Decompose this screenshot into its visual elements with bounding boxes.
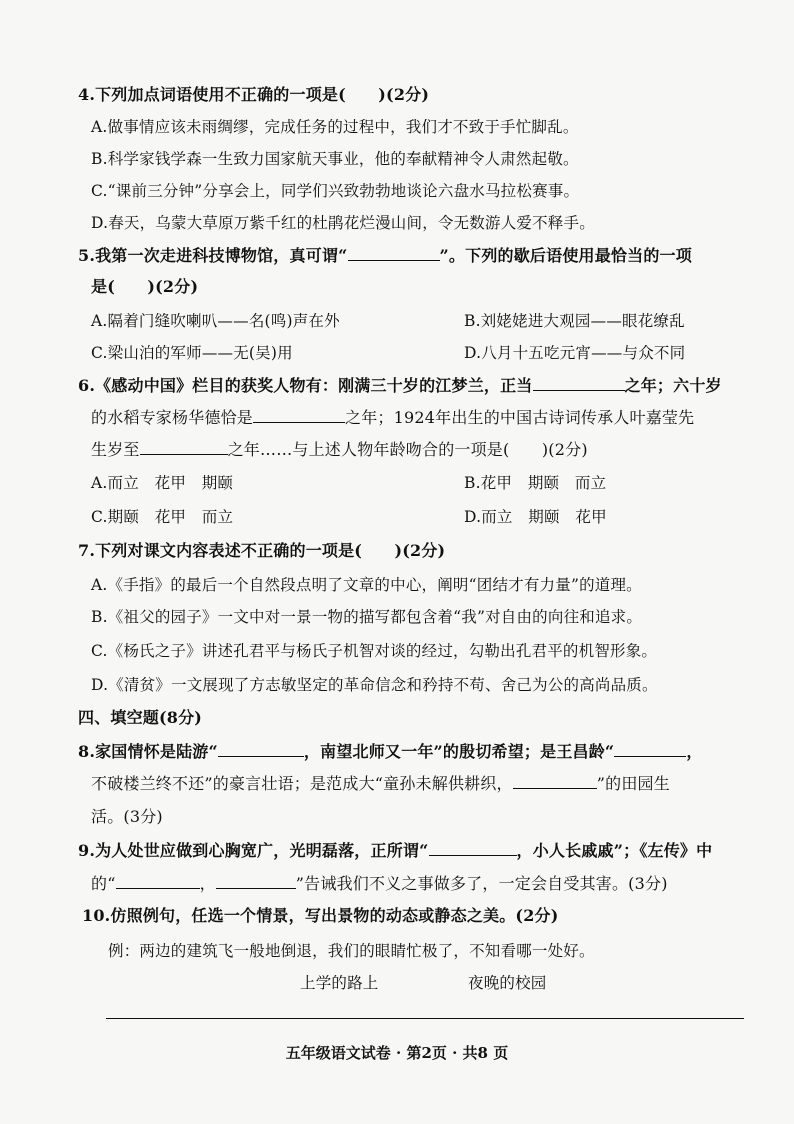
q9-text: 9.为人处世应做到心胸宽广，光明磊落，正所谓“ — [78, 841, 429, 860]
q5-stem-part1: 5.我第一次走进科技博物馆，真可谓“ — [78, 246, 348, 265]
q7-stem: 7.下列对课文内容表述不正确的一项是( )(2分) — [78, 541, 446, 560]
q6-text: 之年；六十岁 — [624, 376, 722, 395]
q6-text: 之年；1924年出生的中国古诗词传承人叶嘉莹先 — [345, 408, 695, 427]
answer-blank[interactable] — [116, 872, 200, 889]
answer-blank[interactable] — [253, 406, 345, 423]
q6-option-b: B.花甲 期颐 而立 — [464, 474, 607, 492]
q10-example: 例：两边的建筑飞一般地倒退，我们的眼睛忙极了，不知看哪一处好。 — [108, 942, 595, 960]
q7-option-c: C.《杨氏之子》讲述孔君平与杨氏子机智对谈的经过，勾勒出孔君平的机智形象。 — [91, 642, 658, 660]
q6-stem-line3 — [91, 438, 588, 461]
q6-option-c: C.期颐 花甲 而立 — [91, 508, 234, 526]
q5-stem-part2: ”。下列的歇后语使用最恰当的一项 — [439, 246, 692, 265]
answer-blank[interactable] — [348, 244, 440, 261]
q9-text: ，小人长戚戚”；《左传》中 — [516, 841, 713, 860]
q5-option-b: B.刘姥姥进大观园——眼花缭乱 — [464, 312, 685, 330]
q8-text: 8.家国情怀是陆游“ — [78, 742, 218, 761]
q4-option-b: B.科学家钱学森一生致力国家航天事业，他的奉献精神令人肃然起敬。 — [91, 150, 579, 168]
q10-stem: 10.仿照例句，任选一个情景，写出景物的动态或静态之美。(2分) — [82, 906, 559, 925]
q6-text: 之年……与上述人物年龄吻合的一项是( )(2分) — [227, 440, 588, 459]
q5-stem-line1 — [78, 244, 692, 267]
q7-option-d: D.《清贫》一文展现了方志敏坚定的革命信念和矜持不苟、舍己为公的高尚品质。 — [91, 676, 658, 694]
q8-line2 — [91, 772, 670, 795]
q8-text: ”的田园生 — [596, 774, 670, 793]
q4-option-d: D.春天，乌蒙大草原万紫千红的杜鹃花烂漫山间，令无数游人爱不释手。 — [91, 214, 595, 232]
q6-text: 的水稻专家杨华德恰是 — [91, 408, 254, 427]
answer-blank[interactable] — [429, 839, 517, 856]
q6-stem-line2 — [91, 406, 694, 429]
q6-text: 6.《感动中国》栏目的获奖人物有：刚满三十岁的江梦兰，正当 — [78, 376, 533, 395]
q6-text: 生岁至 — [91, 440, 140, 459]
q5-option-c: C.梁山泊的军师——无(吴)用 — [91, 344, 293, 362]
q4-option-a: A.做事情应该未雨绸缪，完成任务的过程中，我们才不致于手忙脚乱。 — [91, 118, 579, 136]
answer-blank[interactable] — [218, 740, 304, 757]
q10-scene-2: 夜晚的校园 — [468, 974, 547, 992]
answer-blank[interactable] — [533, 374, 625, 391]
section-heading: 四、填空题(8分) — [78, 708, 203, 727]
q6-stem-line1 — [78, 374, 722, 397]
answer-line[interactable] — [106, 1018, 744, 1019]
q9-text: ， — [199, 874, 216, 893]
page-footer: 五年级语文试卷 · 第2页 · 共8 页 — [285, 1044, 509, 1062]
q7-option-a: A.《手指》的最后一个自然段点明了文章的中心，阐明“团结才有力量”的道理。 — [91, 576, 642, 594]
q9-text: ”告诫我们不义之事做多了，一定会自受其害。(3分) — [295, 874, 668, 893]
q8-text: 不破楼兰终不还”的豪言壮语；是范成大“童孙未解供耕织， — [91, 774, 513, 793]
q9-line1 — [78, 839, 712, 862]
q4-stem: 4.下列加点词语使用不正确的一项是( )(2分) — [78, 85, 430, 104]
q9-line2 — [91, 872, 668, 895]
q5-stem-line2: 是( )(2分) — [91, 277, 199, 296]
answer-blank[interactable] — [216, 872, 296, 889]
q5-option-a: A.隔着门缝吹喇叭——名(鸣)声在外 — [91, 312, 340, 330]
q9-text: 的“ — [91, 874, 116, 893]
q7-option-b: B.《祖父的园子》一文中对一景一物的描写都包含着“我”对自由的向往和追求。 — [91, 608, 643, 626]
q4-option-c: C.“课前三分钟”分享会上，同学们兴致勃勃地谈论六盘水马拉松赛事。 — [91, 182, 580, 200]
q8-line3: 活。(3分) — [91, 807, 163, 826]
answer-blank[interactable] — [513, 772, 597, 789]
answer-blank[interactable] — [140, 438, 228, 455]
q8-line1 — [78, 740, 703, 763]
q8-text: ，南望北师又一年”的殷切希望；是王昌龄“ — [303, 742, 615, 761]
q10-scene-1: 上学的路上 — [300, 974, 379, 992]
q6-option-d: D.而立 期颐 花甲 — [464, 508, 607, 526]
q6-option-a: A.而立 花甲 期颐 — [91, 474, 234, 492]
q5-option-d: D.八月十五吃元宵——与众不同 — [464, 344, 686, 362]
answer-blank[interactable] — [614, 740, 686, 757]
q8-text: ， — [686, 742, 703, 761]
